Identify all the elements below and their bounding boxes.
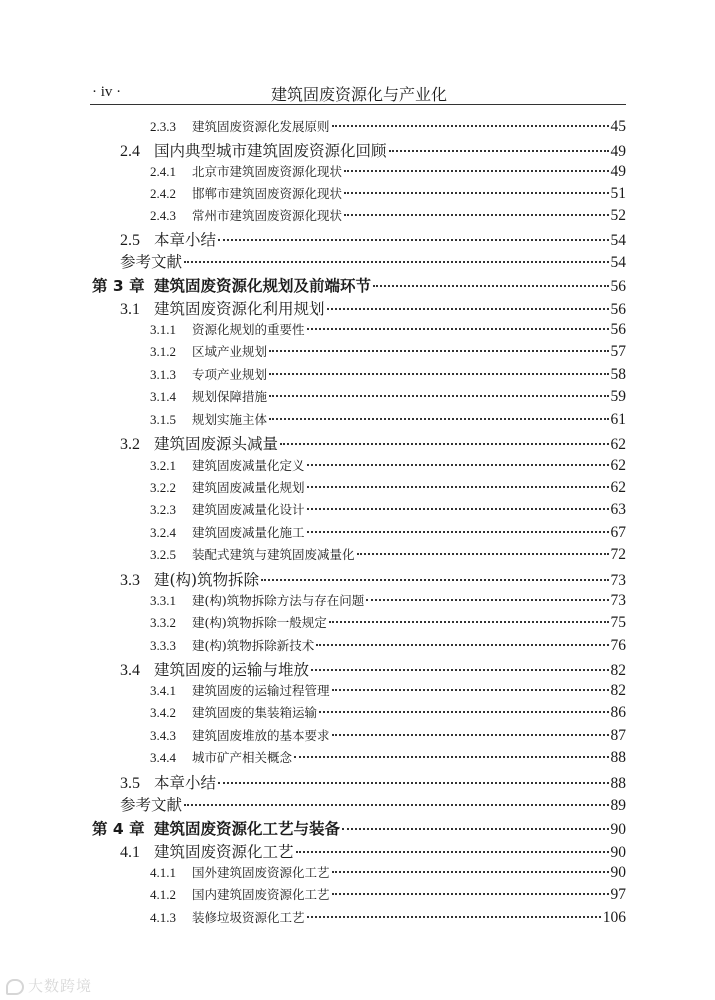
- toc-entry-title: 建筑固废资源化利用规划: [154, 299, 325, 318]
- book-title: 建筑固废资源化与产业化: [270, 85, 447, 104]
- toc-entry-page: 90: [610, 863, 626, 881]
- toc-entry-title: 国内建筑固废资源化工艺: [192, 886, 330, 902]
- toc-entry-title: 建筑固废减量化规划: [192, 479, 305, 495]
- toc-entry-title: 建筑固废减量化定义: [192, 457, 305, 473]
- toc-entry-page: 62: [610, 478, 626, 496]
- dot-leader: [307, 522, 609, 533]
- toc-entry-number: 3.1.2: [150, 343, 176, 359]
- toc-section-entry[interactable]: [0, 296, 715, 318]
- toc-entry-page: 61: [610, 410, 626, 428]
- toc-entry-page: 49: [610, 142, 626, 160]
- dot-leader: [311, 657, 608, 671]
- toc-entry-number: 第 4 章: [92, 819, 145, 838]
- toc-entry-title: 常州市建筑固废资源化现状: [192, 207, 343, 223]
- toc-entry-title: 专项产业规划: [192, 366, 268, 382]
- toc-section-entry[interactable]: [0, 635, 715, 657]
- toc-entry-page: 72: [610, 545, 626, 563]
- toc-entry-number: 第 3 章: [92, 276, 145, 295]
- dot-leader: [366, 590, 608, 601]
- toc-entry-page: 54: [610, 231, 626, 249]
- toc-entry-page: 73: [610, 591, 626, 609]
- toc-entry-title: 北京市建筑固废资源化现状: [192, 163, 343, 179]
- toc-section-entry[interactable]: [0, 409, 715, 431]
- toc-entry-title: 建筑固废资源化规划及前端环节: [154, 276, 372, 295]
- dot-leader: [307, 499, 609, 510]
- toc-entry-number: 3.4.1: [150, 682, 176, 698]
- dot-leader: [327, 296, 609, 310]
- toc-entry-number: 2.4.1: [150, 163, 176, 179]
- toc-entry-page: 90: [610, 820, 626, 838]
- toc-references-entry[interactable]: [0, 792, 715, 814]
- toc-entry-page: 51: [610, 184, 626, 202]
- toc-entry-page: 54: [610, 253, 626, 271]
- toc-section-entry[interactable]: [0, 884, 715, 906]
- toc-entry-page: 67: [610, 523, 626, 541]
- toc-entry-page: 97: [610, 885, 626, 903]
- dot-leader: [332, 725, 609, 736]
- toc-section-entry[interactable]: [0, 657, 715, 679]
- toc-entry-page: 62: [610, 435, 626, 453]
- dot-leader: [269, 364, 608, 375]
- toc-section-entry[interactable]: [0, 227, 715, 249]
- toc-entry-number: 3.1: [120, 300, 140, 318]
- toc-entry-page: 45: [610, 117, 626, 135]
- toc-section-entry[interactable]: [0, 455, 715, 477]
- toc-entry-number: 3.4.2: [150, 704, 176, 720]
- toc-section-entry[interactable]: [0, 567, 715, 589]
- toc-section-entry[interactable]: [0, 770, 715, 792]
- toc-section-entry[interactable]: [0, 319, 715, 341]
- toc-entry-page: 86: [610, 703, 626, 721]
- toc-entry-title: 建筑固废的运输与堆放: [154, 660, 310, 679]
- dot-leader: [332, 116, 609, 127]
- toc-entry-number: 2.4: [120, 142, 140, 160]
- toc-entry-number: 3.2.2: [150, 479, 176, 495]
- dot-leader: [344, 205, 608, 216]
- toc-entry-title: 资源化规划的重要性: [192, 321, 305, 337]
- toc-entry-title: 规划保障措施: [192, 388, 268, 404]
- toc-entry-title: 区域产业规划: [192, 343, 268, 359]
- dot-leader: [344, 161, 608, 172]
- toc-entry-page: 76: [610, 636, 626, 654]
- toc-entry-title: 参考文献: [120, 252, 183, 271]
- toc-section-entry[interactable]: [0, 680, 715, 702]
- toc-entry-page: 75: [610, 613, 626, 631]
- dot-leader: [261, 567, 608, 581]
- dot-leader: [218, 770, 608, 784]
- toc-section-entry[interactable]: [0, 499, 715, 521]
- dot-leader: [184, 249, 608, 263]
- toc-section-entry[interactable]: [0, 590, 715, 612]
- toc-entry-page: 62: [610, 456, 626, 474]
- toc-entry-number: 3.1.5: [150, 411, 176, 427]
- toc-entry-title: 建筑固废资源化工艺与装备: [154, 819, 341, 838]
- toc-entry-title: 本章小结: [154, 230, 217, 249]
- toc-entry-page: 56: [610, 277, 626, 295]
- toc-section-entry[interactable]: [0, 386, 715, 408]
- toc-entry-page: 52: [610, 206, 626, 224]
- toc-section-entry[interactable]: [0, 341, 715, 363]
- toc-entry-page: 106: [602, 908, 626, 926]
- toc-entry-number: 3.3: [120, 571, 140, 589]
- toc-entry-title: 装配式建筑与建筑固废减量化: [192, 546, 355, 562]
- dot-leader: [342, 816, 608, 830]
- dot-leader: [329, 612, 609, 623]
- toc-entry-title: 建筑固废资源化发展原则: [192, 118, 330, 134]
- header-divider: [90, 104, 626, 105]
- toc-entry-number: 3.1.4: [150, 388, 176, 404]
- toc-chapter-entry[interactable]: [0, 816, 715, 838]
- toc-entry-number: 3.2.1: [150, 457, 176, 473]
- toc-entry-page: 56: [610, 300, 626, 318]
- watermark: [6, 975, 92, 996]
- toc-section-entry[interactable]: [0, 116, 715, 138]
- toc-entry-title: 城市矿产相关概念: [192, 749, 293, 765]
- toc-entry-page: 73: [610, 571, 626, 589]
- toc-entry-title: 建筑固废的集装箱运输: [192, 704, 318, 720]
- toc-section-entry[interactable]: [0, 138, 715, 160]
- dot-leader: [296, 839, 609, 853]
- dot-leader: [316, 635, 608, 646]
- toc-section-entry[interactable]: [0, 183, 715, 205]
- toc-section-entry[interactable]: [0, 862, 715, 884]
- toc-entry-page: 49: [610, 162, 626, 180]
- toc-section-entry[interactable]: [0, 522, 715, 544]
- dot-leader: [332, 680, 609, 691]
- toc-entry-number: 3.1.1: [150, 321, 176, 337]
- toc-entry-number: 3.2.3: [150, 501, 176, 517]
- toc-entry-title: 建(构)筑物拆除新技术: [192, 637, 315, 653]
- toc-entry-title: 建筑固废减量化设计: [192, 501, 305, 517]
- dot-leader: [373, 273, 608, 287]
- toc-section-entry[interactable]: [0, 544, 715, 566]
- dot-leader: [269, 386, 608, 397]
- toc-entry-title: 建筑固废的运输过程管理: [192, 682, 330, 698]
- dot-leader: [307, 477, 609, 488]
- toc-entry-title: 建筑固废资源化工艺: [154, 842, 294, 861]
- dot-leader: [344, 183, 608, 194]
- toc-entry-title: 国内典型城市建筑固废资源化回顾: [154, 141, 387, 160]
- toc-section-entry[interactable]: [0, 725, 715, 747]
- toc-entry-page: 88: [610, 774, 626, 792]
- toc-section-entry[interactable]: [0, 702, 715, 724]
- toc-entry-title: 建筑固废源头减量: [154, 434, 279, 453]
- toc-entry-page: 89: [610, 796, 626, 814]
- dot-leader: [280, 431, 608, 445]
- dot-leader: [332, 862, 609, 873]
- toc-section-entry[interactable]: [0, 205, 715, 227]
- toc-section-entry[interactable]: [0, 747, 715, 769]
- toc-entry-page: 59: [610, 387, 626, 405]
- toc-entry-number: 2.4.2: [150, 185, 176, 201]
- toc-entry-number: 3.2.5: [150, 546, 176, 562]
- toc-entry-title: 规划实施主体: [192, 411, 268, 427]
- toc-entry-number: 3.5: [120, 774, 140, 792]
- toc-entry-title: 装修垃圾资源化工艺: [192, 909, 305, 925]
- dot-leader: [319, 702, 608, 713]
- toc-entry-title: 国外建筑固废资源化工艺: [192, 864, 330, 880]
- toc-section-entry[interactable]: [0, 477, 715, 499]
- watermark-text: 大数跨境: [28, 977, 93, 995]
- toc-entry-number: 2.3.3: [150, 118, 176, 134]
- toc-entry-number: 3.3.2: [150, 614, 176, 630]
- dot-leader: [357, 544, 609, 555]
- toc-entry-number: 3.4: [120, 661, 140, 679]
- toc-entry-page: 88: [610, 748, 626, 766]
- toc-entry-title: 建(构)筑物拆除: [154, 570, 260, 589]
- toc-entry-page: 57: [610, 342, 626, 360]
- dot-leader: [332, 884, 609, 895]
- dot-leader: [389, 138, 609, 152]
- toc-section-entry[interactable]: [0, 839, 715, 861]
- toc-entry-title: 建(构)筑物拆除方法与存在问题: [192, 592, 365, 608]
- toc-entry-title: 本章小结: [154, 773, 217, 792]
- toc-entry-page: 87: [610, 726, 626, 744]
- toc-entry-number: 4.1.3: [150, 909, 176, 925]
- dot-leader: [184, 792, 608, 806]
- dot-leader: [294, 747, 608, 758]
- toc-section-entry[interactable]: [0, 161, 715, 183]
- toc-entry-page: 82: [610, 661, 626, 679]
- toc-entry-title: 建(构)筑物拆除一般规定: [192, 614, 327, 630]
- toc-entry-page: 58: [610, 365, 626, 383]
- toc-entry-number: 3.2.4: [150, 524, 176, 540]
- toc-entry-title: 建筑固废堆放的基本要求: [192, 727, 330, 743]
- toc-entry-title: 参考文献: [120, 795, 183, 814]
- toc-section-entry[interactable]: [0, 431, 715, 453]
- toc-entry-number: 3.4.3: [150, 727, 176, 743]
- toc-entry-number: 3.2: [120, 435, 140, 453]
- dot-leader: [218, 227, 608, 241]
- watermark-logo-icon: [6, 979, 24, 995]
- page-number: · iv ·: [92, 84, 122, 100]
- toc-entry-number: 4.1.2: [150, 886, 176, 902]
- toc-entry-number: 3.3.1: [150, 592, 176, 608]
- dot-leader: [307, 455, 609, 466]
- toc-entry-number: 3.3.3: [150, 637, 176, 653]
- toc-entry-number: 4.1.1: [150, 864, 176, 880]
- toc-entry-title: 邯郸市建筑固废资源化现状: [192, 185, 343, 201]
- toc-chapter-entry[interactable]: [0, 273, 715, 295]
- toc-references-entry[interactable]: [0, 249, 715, 271]
- dot-leader: [307, 907, 601, 918]
- dot-leader: [269, 341, 608, 352]
- dot-leader: [307, 319, 609, 330]
- toc-entry-page: 82: [610, 681, 626, 699]
- toc-section-entry[interactable]: [0, 907, 715, 929]
- toc-section-entry[interactable]: [0, 612, 715, 634]
- toc-entry-number: 3.1.3: [150, 366, 176, 382]
- toc-section-entry[interactable]: [0, 364, 715, 386]
- toc-entry-number: 4.1: [120, 843, 140, 861]
- toc-entry-page: 90: [610, 843, 626, 861]
- toc-entry-number: 2.4.3: [150, 207, 176, 223]
- toc-entry-number: 3.4.4: [150, 749, 176, 765]
- toc-entry-page: 63: [610, 500, 626, 518]
- toc-entry-number: 2.5: [120, 231, 140, 249]
- dot-leader: [269, 409, 608, 420]
- toc-entry-title: 建筑固废减量化施工: [192, 524, 305, 540]
- toc-entry-page: 56: [610, 320, 626, 338]
